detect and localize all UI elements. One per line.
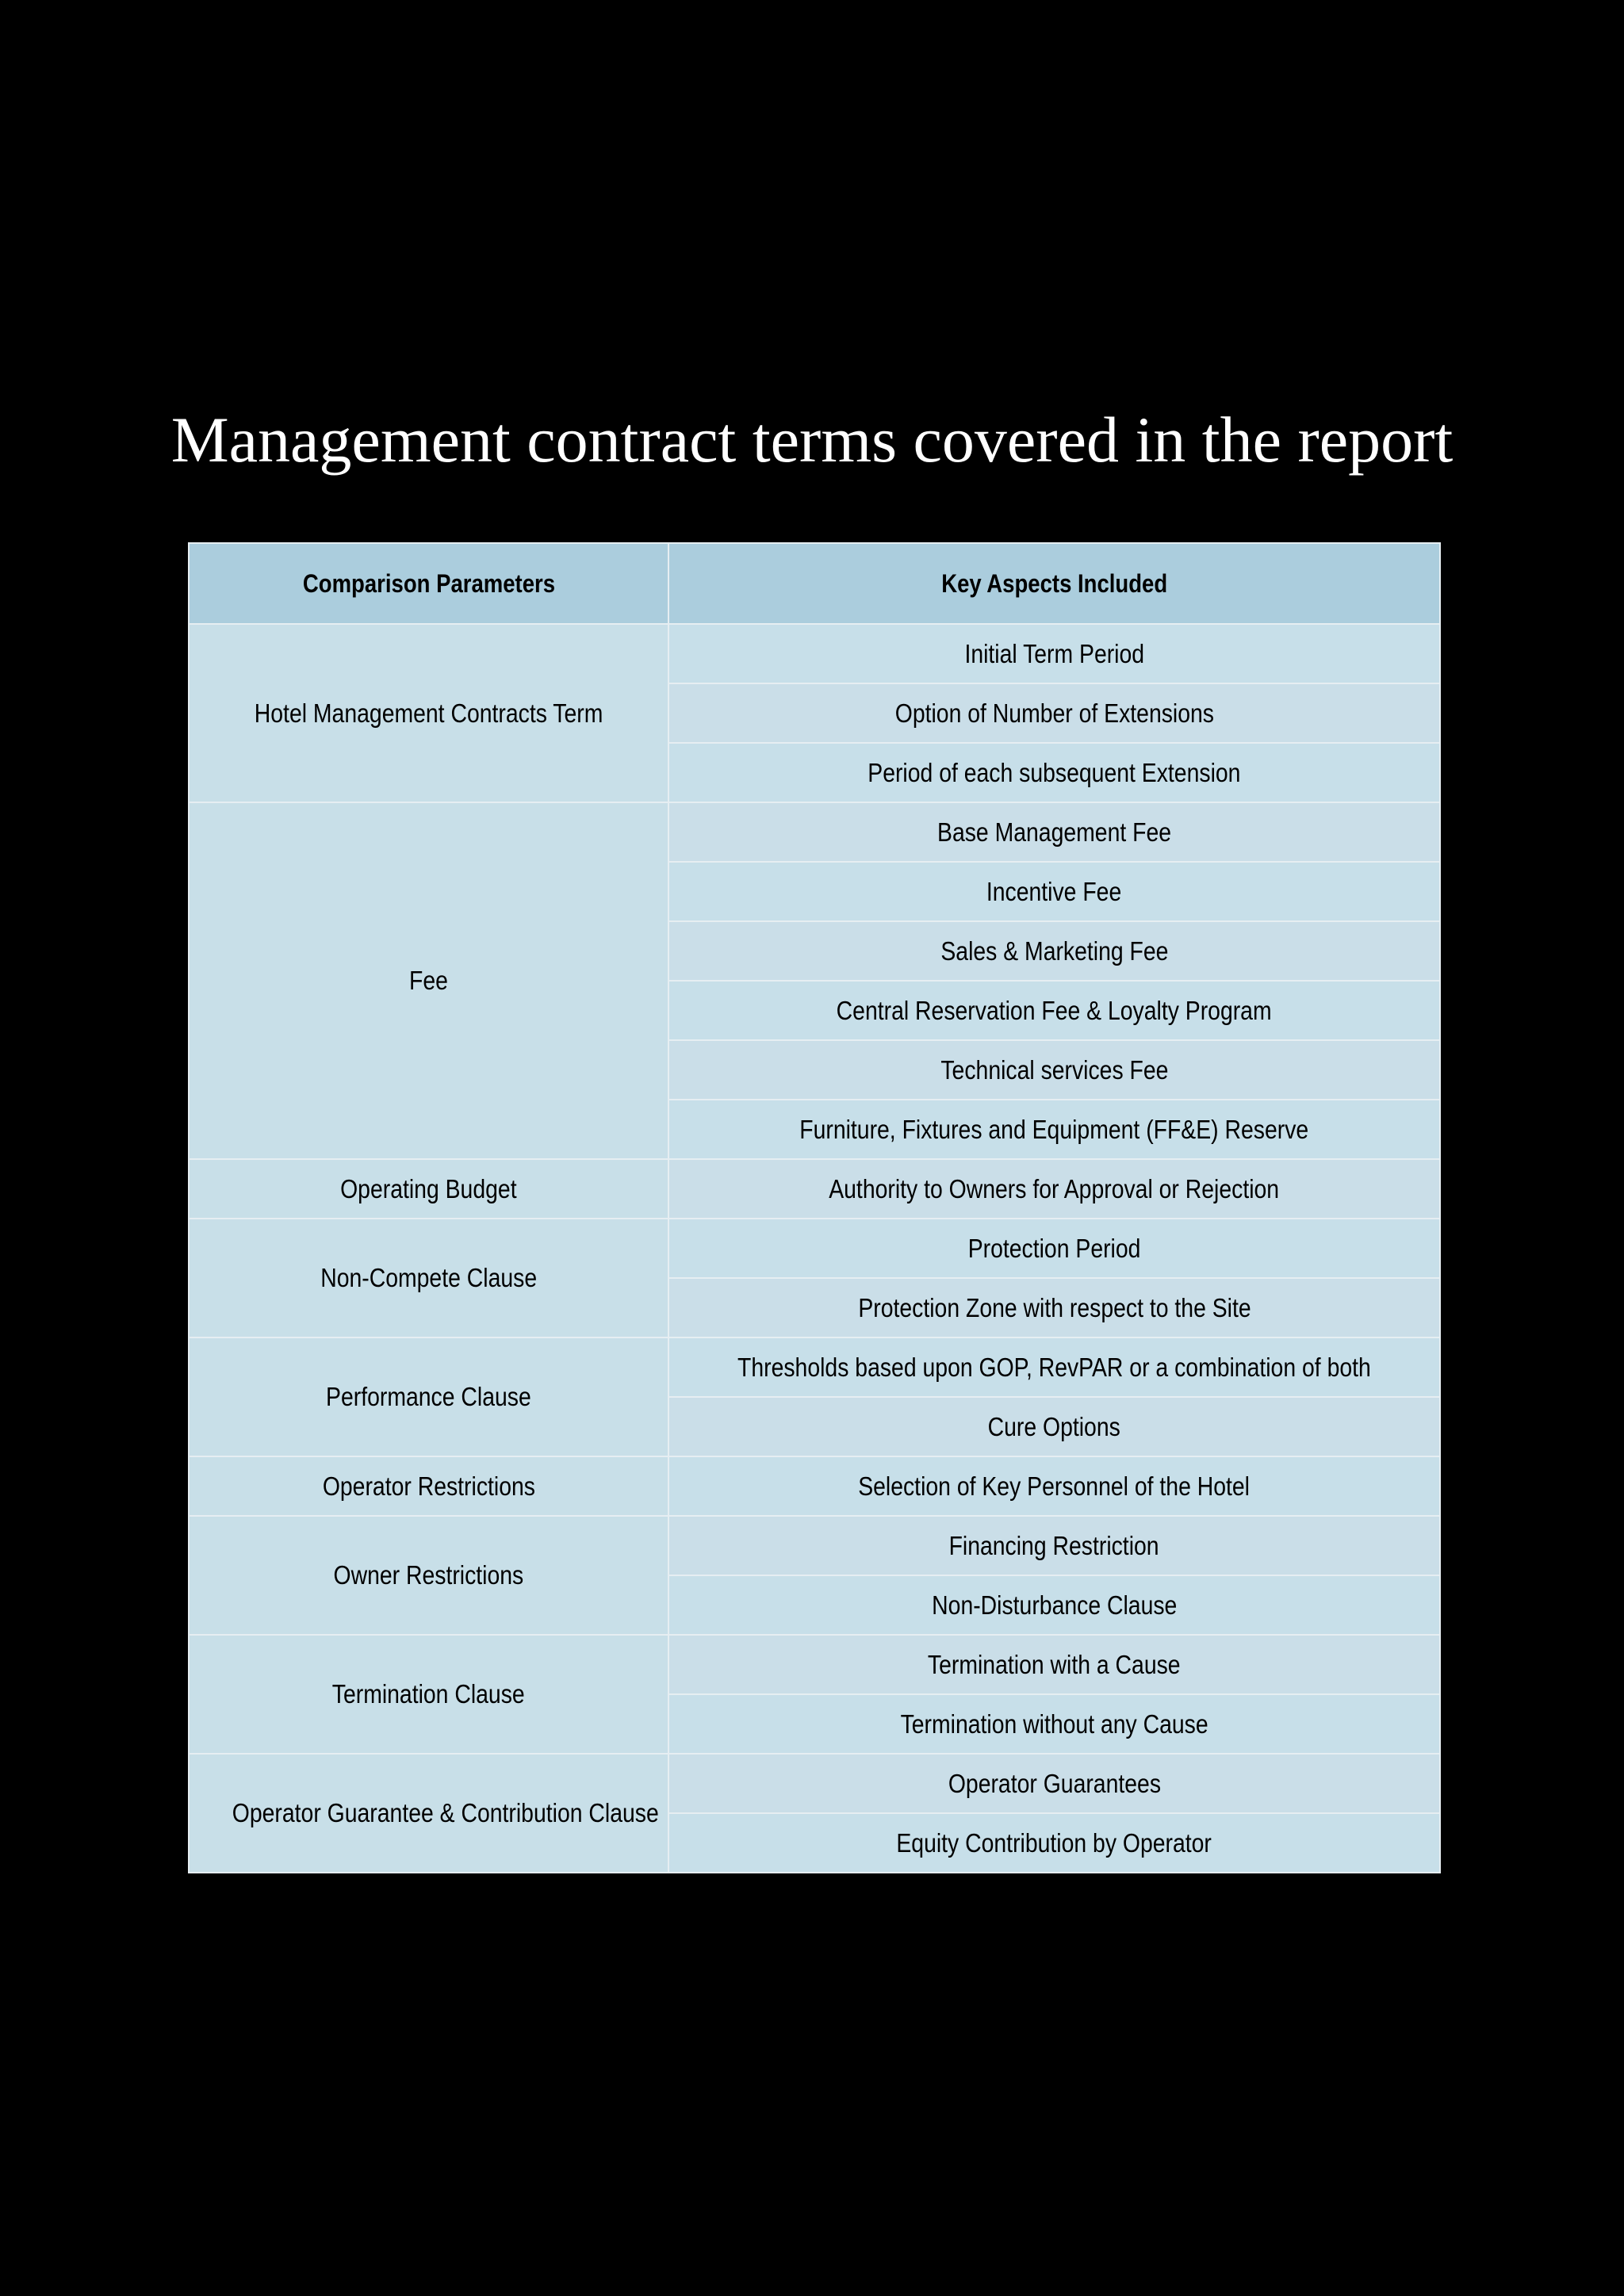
page-title: Management contract terms covered in the report (170, 404, 1454, 476)
aspect-cell: Protection Zone with respect to the Site (668, 1278, 1440, 1337)
parameter-cell: Fee (189, 802, 668, 1159)
table-row (189, 1516, 1440, 1575)
aspect-cell: Termination without any Cause (668, 1694, 1440, 1754)
parameter-cell: Owner Restrictions (189, 1516, 668, 1635)
table-row (189, 1337, 1440, 1397)
column-header-key-aspects: Key Aspects Included (668, 543, 1440, 624)
aspect-cell: Financing Restriction (668, 1516, 1440, 1575)
parameter-cell: Operator Restrictions (189, 1456, 668, 1516)
table-row (189, 1159, 1440, 1219)
aspect-cell: Protection Period (668, 1219, 1440, 1278)
table-row (189, 1754, 1440, 1813)
table-row (189, 1635, 1440, 1694)
parameter-cell: Performance Clause (189, 1337, 668, 1456)
aspect-cell: Equity Contribution by Operator (668, 1813, 1440, 1873)
parameter-cell: Termination Clause (189, 1635, 668, 1754)
table-body (189, 624, 1440, 1873)
table-row (189, 802, 1440, 862)
parameter-cell: Operating Budget (189, 1159, 668, 1219)
aspect-cell: Non-Disturbance Clause (668, 1575, 1440, 1635)
aspect-cell: Authority to Owners for Approval or Rejection (668, 1159, 1440, 1219)
aspect-cell: Option of Number of Extensions (668, 683, 1440, 743)
column-header-comparison-parameters: Comparison Parameters (189, 543, 668, 624)
table-row (189, 1456, 1440, 1516)
aspect-cell: Technical services Fee (668, 1040, 1440, 1100)
aspect-cell: Initial Term Period (668, 624, 1440, 683)
contract-terms-table (188, 542, 1441, 1873)
aspect-cell: Thresholds based upon GOP, RevPAR or a combination of both (668, 1337, 1440, 1397)
parameter-cell: Non-Compete Clause (189, 1219, 668, 1337)
aspect-cell: Central Reservation Fee & Loyalty Program (668, 981, 1440, 1040)
aspect-cell: Sales & Marketing Fee (668, 921, 1440, 981)
parameter-cell: Operator Guarantee & Contribution Clause (189, 1754, 668, 1873)
aspect-cell: Period of each subsequent Extension (668, 743, 1440, 802)
aspect-cell: Cure Options (668, 1397, 1440, 1456)
table-row (189, 1219, 1440, 1278)
aspect-cell: Furniture, Fixtures and Equipment (FF&E) Reserve (668, 1100, 1440, 1159)
table-row (189, 624, 1440, 683)
aspect-cell: Base Management Fee (668, 802, 1440, 862)
aspect-cell: Incentive Fee (668, 862, 1440, 921)
aspect-cell: Termination with a Cause (668, 1635, 1440, 1694)
parameter-cell: Hotel Management Contracts Term (189, 624, 668, 802)
table-header-row (189, 543, 1440, 624)
aspect-cell: Operator Guarantees (668, 1754, 1440, 1813)
aspect-cell: Selection of Key Personnel of the Hotel (668, 1456, 1440, 1516)
